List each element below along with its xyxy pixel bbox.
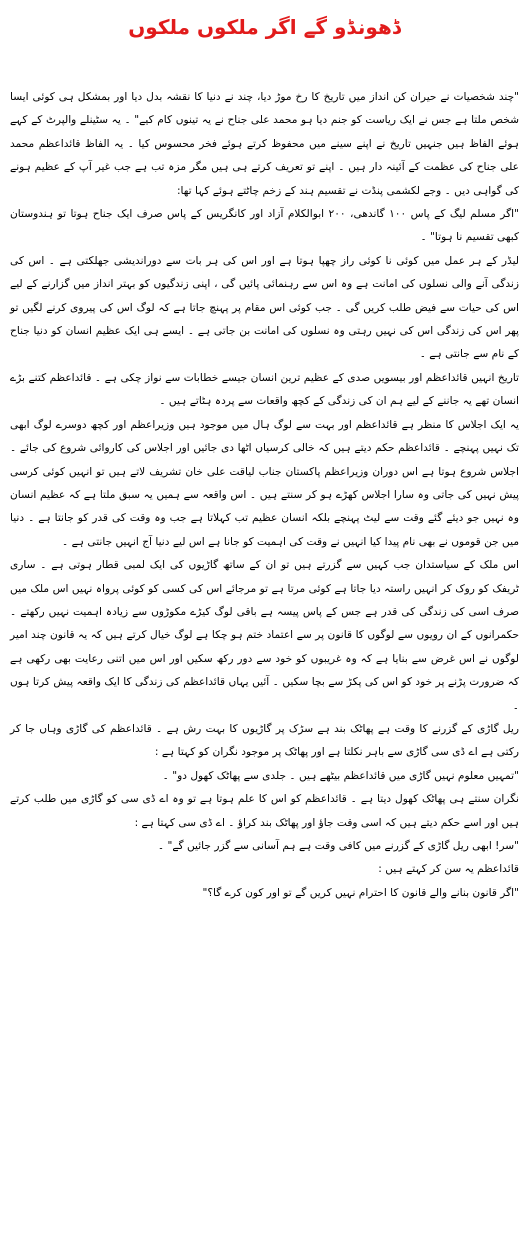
paragraph-quaid-says: قائداعظم یہ سن کر کہتے ہیں : bbox=[378, 863, 519, 876]
paragraph-politicians: اس ملک کے سیاستدان جب کہیں سے گزرتے ہیں تو ان کے ساتھ گاڑیوں کی ایک لمبی قطار ہوتی ہے ۔ ساری ٹریفک کو روک کر انہیں راستہ دیا جاتا ہے کوئی مرتا ہے تو مرجائے اس کی کسی کو کوئی پرواہ نہیں اس ملک میں صرف اسی کی زندگی کی قدر ہے جس کے پاس پیسہ ہے باقی لوگ کیڑے مکوڑوں سے زیادہ اہمیت نہیں رکھتے ۔ حکمرانوں کے ان رویوں سے لوگوں کا قانون پر سے اعتماد ختم ہو چکا ہے لوگ خیال کرتے ہیں کہ یہ قانون چند امیر لوگوں نے اس غرض سے بنایا ہے کہ وہ غریبوں کو خود سے دور رکھ سکیں اور اس میں اتنی رعایت بھی رکھی ہے کہ ضرورت پڑنے پر خود کو اس کی پکڑ سے بچا سکیں ۔ آئیں یہاں قائداعظم کی زندگی کا ایک واقعہ پیش کرتا ہوں ۔ bbox=[10, 559, 519, 712]
paragraph-adc-quote: "تمہیں معلوم نہیں گاڑی میں قائداعظم بیٹھے ہیں ۔ جلدی سے پھاٹک کھول دو" ۔ bbox=[162, 769, 519, 782]
article-body bbox=[10, 86, 519, 905]
paragraph-pandit-quote: "اگر مسلم لیگ کے پاس ۱۰۰ گاندھی، ۲۰۰ ابوالکلام آزاد اور کانگریس کے پاس صرف ایک جناح ہوتا تو ہندوستان کبھی تقسیم نا ہوتا" ۔ bbox=[10, 208, 519, 244]
paragraph-intro-quote: "چند شخصیات نے حیران کن انداز میں تاریخ کا رخ موڑ دیا، چند نے دنیا کا نقشہ بدل دیا اور بمشکل ہی کوئی ایسا شخص ملتا ہے جس نے ایک ریاست کو جنم دیا ہو محمد علی جناح نے یہ تینوں کام کیے" ۔ یہ سٹینلے والپرٹ کے کہے ہوئے الفاظ ہیں جنہیں تاریخ نے اپنے سینے میں محفوظ کرتے ہوئے فخر محسوس کیا ۔ یہ الفاظ قائداعظم محمد علی جناح کی عظمت کے آئینہ دار ہیں ۔ اپنے تو تعریف کرتے ہی ہیں مگر مزہ تب ہے جب غیر آپ کے عظیم ہونے کی گواہی دیں ۔ وجے لکشمی پنڈت نے تقسیم ہند کے زخم چاٹتے ہوئے کہا تھا: bbox=[10, 91, 519, 197]
paragraph-titles: تاریخ انہیں قائداعظم اور بیسویں صدی کے عظیم ترین انسان جیسے خطابات سے نواز چکی ہے ۔ قائداعظم کتنے بڑے انسان تھے یہ جاننے کے لیے ہم ان کی زندگی کے کچھ واقعات سے پردہ ہٹاتے ہیں ۔ bbox=[10, 371, 519, 408]
paragraph-meeting: یہ ایک اجلاس کا منظر ہے قائداعظم اور بہت سے لوگ ہال میں موجود ہیں وزیراعظم اور کچھ دوسرے لوگ ابھی تک نہیں پہنچے ۔ قائداعظم حکم دیتے ہیں کہ خالی کرسیاں اٹھا دی جائیں اور اجلاس کی کاروائی شروع کی جائے ۔ اجلاس شروع ہوتا ہے اس دوران وزیراعظم پاکستان جناب لیاقت علی خان تشریف لاتے ہیں تو انہیں کوئی کرسی پیش نہیں کی جاتی وہ سارا اجلاس کھڑے ہو کر سنتے ہیں ۔ اس واقعہ سے ہمیں یہ سبق ملتا ہے کہ عظیم انسان وہ نہیں جو دیئے گئے وقت سے لیٹ پہنچے بلکہ انسان عظیم تب کہلاتا ہے جب وہ وقت کی قدر کو جانتا ہے ۔ دنیا میں جن قوموں نے بھی نام پیدا کیا انہیں نے وقت کی اہمیت کو جانا ہے اس لیے دنیا آج انہیں جانتی ہے ۔ bbox=[10, 418, 520, 548]
paragraph-sir-quote: "سر! ابھی ریل گاڑی کے گزرنے میں کافی وقت ہے ہم آسانی سے گزر جائیں گے" ۔ bbox=[157, 840, 519, 852]
paragraph-guard: نگران سنتے ہی پھاٹک کھول دیتا ہے ۔ قائداعظم کو اس کا علم ہوتا ہے تو وہ اے ڈی سی کو گاڑی میں طلب کرتے ہیں اور اسے حکم دیتے ہیں کہ اسی وقت جاؤ اور پھاٹک بند کراؤ ۔ اے ڈی سی کہتا ہے : bbox=[10, 793, 519, 829]
article-title: ڈھونڈو گے اگر ملکوں ملکوں bbox=[128, 15, 401, 39]
paragraph-railway: ریل گاڑی کے گزرنے کا وقت ہے پھاٹک بند ہے سڑک پر گاڑیوں کا بہت رش ہے ۔ قائداعظم کی گاڑی وہاں جا کر رکتی ہے اے ڈی سی گاڑی سے باہر نکلتا ہے اور پھاٹک پر موجود نگران کو کہتا ہے : bbox=[10, 722, 519, 759]
paragraph-leader: لیڈر کے ہر عمل میں کوئی نا کوئی راز چھپا ہوتا ہے اور اس کی ہر بات سے دوراندیشی جھلکتی ہے ۔ اس کی زندگی آنے والی نسلوں کی امانت ہے وہ اس سے رہنمائی پائیں گی ، اپنی زندگیوں کو بہتر انداز میں گزارنے کے لیے اس کی حیات سے فیض طلب کریں گی ۔ جب کوئی اس مقام پر پہنچ جاتا ہے کہ لوگ اس کی پیروی کرنے لگیں تو پھر اس کی زندگی اس کی نہیں رہتی وہ نسلوں کی امانت بن جاتی ہے ۔ ایسے ہی ایک عظیم انسان کو دنیا جناح کے نام سے جانتی ہے ۔ bbox=[10, 254, 519, 361]
paragraph-law-quote: "اگر قانون بنانے والے قانون کا احترام نہیں کریں گے تو اور کون کرے گا؟" bbox=[202, 886, 519, 899]
